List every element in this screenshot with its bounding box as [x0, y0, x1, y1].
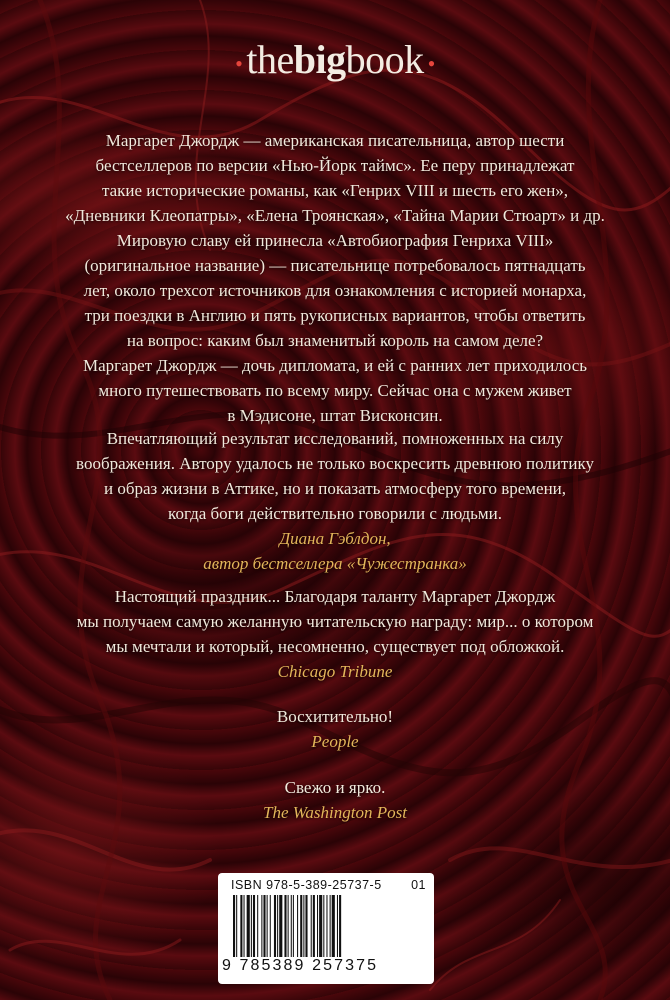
review-line: Восхитительно!	[276, 707, 394, 726]
review-attribution: The Washington Post	[263, 803, 407, 822]
review-line: мы получаем самую желанную читательскую награду: мир... о котором	[76, 612, 594, 631]
bio-line: Мировую славу ей принесла «Автобиография Генриха VIII»	[116, 231, 554, 250]
review-attribution: Chicago Tribune	[277, 662, 393, 681]
isbn-addon: 01	[411, 878, 426, 892]
barcode-bar	[261, 895, 262, 957]
review-attribution: автор бестселлера «Чужестранка»	[203, 554, 467, 573]
barcode-bar	[330, 895, 331, 957]
barcode-bar	[311, 895, 312, 957]
author-bio	[0, 128, 670, 428]
barcode-bar	[267, 895, 268, 957]
review-line: когда боги действительно говорили с людьми.	[168, 504, 502, 523]
barcode-bar	[323, 895, 324, 957]
barcode-bar	[233, 895, 235, 957]
barcode-bar	[253, 895, 255, 957]
barcode-bar	[279, 895, 282, 957]
barcode-bar	[257, 895, 258, 957]
bio-line: на вопрос: каким был знаменитый король на самом деле?	[126, 331, 544, 350]
barcode-bar	[288, 895, 289, 957]
barcode-bar	[263, 895, 265, 957]
barcode-digits: 9 785389 257375	[222, 957, 379, 974]
publisher-logo	[0, 37, 670, 82]
bio-line: три поездки в Англию и пять рукописных вариантов, чтобы ответить	[84, 306, 586, 325]
barcode-bar	[247, 895, 250, 957]
barcode-bar	[240, 895, 242, 957]
barcode-bar	[326, 895, 327, 957]
review-line: Настоящий праздник... Благодаря таланту Маргарет Джордж	[114, 587, 556, 606]
isbn-barcode	[218, 873, 434, 984]
barcode-bar	[300, 895, 302, 957]
barcode-bar	[339, 895, 341, 957]
review-people	[0, 704, 670, 754]
logo-part-the: the	[246, 37, 294, 82]
isbn-number: ISBN 978-5-389-25737-5	[231, 878, 382, 892]
review-line: Свежо и ярко.	[284, 778, 386, 797]
bio-line: «Дневники Клеопатры», «Елена Троянская», «Тайна Марии Стюарт» и др.	[65, 206, 605, 225]
barcode-bar	[319, 895, 322, 957]
bio-line: Маргарет Джордж — дочь дипломата, и ей с ранних лет приходилось	[82, 356, 588, 375]
barcode-bar	[313, 895, 315, 957]
barcode-bar	[305, 895, 307, 957]
barcode-bar	[274, 895, 276, 957]
barcode-bar	[332, 895, 335, 957]
barcode-bars	[233, 895, 421, 957]
logo-part-book: book	[345, 37, 424, 82]
barcode-bar	[293, 895, 294, 957]
barcode-bar	[236, 895, 237, 957]
logo-dot-right: •	[427, 50, 435, 76]
bio-line: Маргарет Джордж — американская писательница, автор шести	[105, 131, 565, 150]
review-attribution: Диана Гэблдон,	[279, 529, 391, 548]
review-washington-post	[0, 775, 670, 825]
review-line: воображения. Автору удалось не только воскресить древнюю политику	[76, 454, 594, 473]
barcode-bar	[297, 895, 298, 957]
bio-line: лет, около трехсот источников для ознакомления с историей монарха,	[83, 281, 587, 300]
bio-line: такие исторические романы, как «Генрих VIII и шесть его жен»,	[101, 181, 569, 200]
bio-line: много путешествовать по всему миру. Сейчас она с мужем живет	[98, 381, 572, 400]
logo-part-big: big	[293, 37, 346, 82]
logo-dot-left: •	[235, 50, 243, 76]
barcode-bar	[337, 895, 338, 957]
review-gabaldon	[0, 426, 670, 576]
review-attribution: People	[311, 732, 359, 751]
review-chicago-tribune	[0, 584, 670, 684]
bio-line: (оригинальное название) — писательнице потребовалось пятнадцать	[84, 256, 586, 275]
barcode-bar	[317, 895, 318, 957]
barcode-bar	[277, 895, 278, 957]
barcode-bar	[284, 895, 286, 957]
isbn-label	[231, 878, 426, 892]
bio-line: бестселлеров по версии «Нью-Йорк таймс». Ее перу принадлежат	[95, 156, 575, 175]
bio-line: в Мэдисоне, штат Висконсин.	[227, 406, 443, 425]
review-line: Впечатляющий результат исследований, помноженных на силу	[106, 429, 564, 448]
barcode-bar	[270, 895, 271, 957]
review-line: и образ жизни в Аттике, но и показать атмосферу того времени,	[103, 479, 567, 498]
barcode-bar	[291, 895, 292, 957]
barcode-bar	[244, 895, 245, 957]
barcode-bar	[303, 895, 304, 957]
review-line: мы мечтали и который, несомненно, существует под обложкой.	[105, 637, 565, 656]
barcode-bar	[251, 895, 252, 957]
